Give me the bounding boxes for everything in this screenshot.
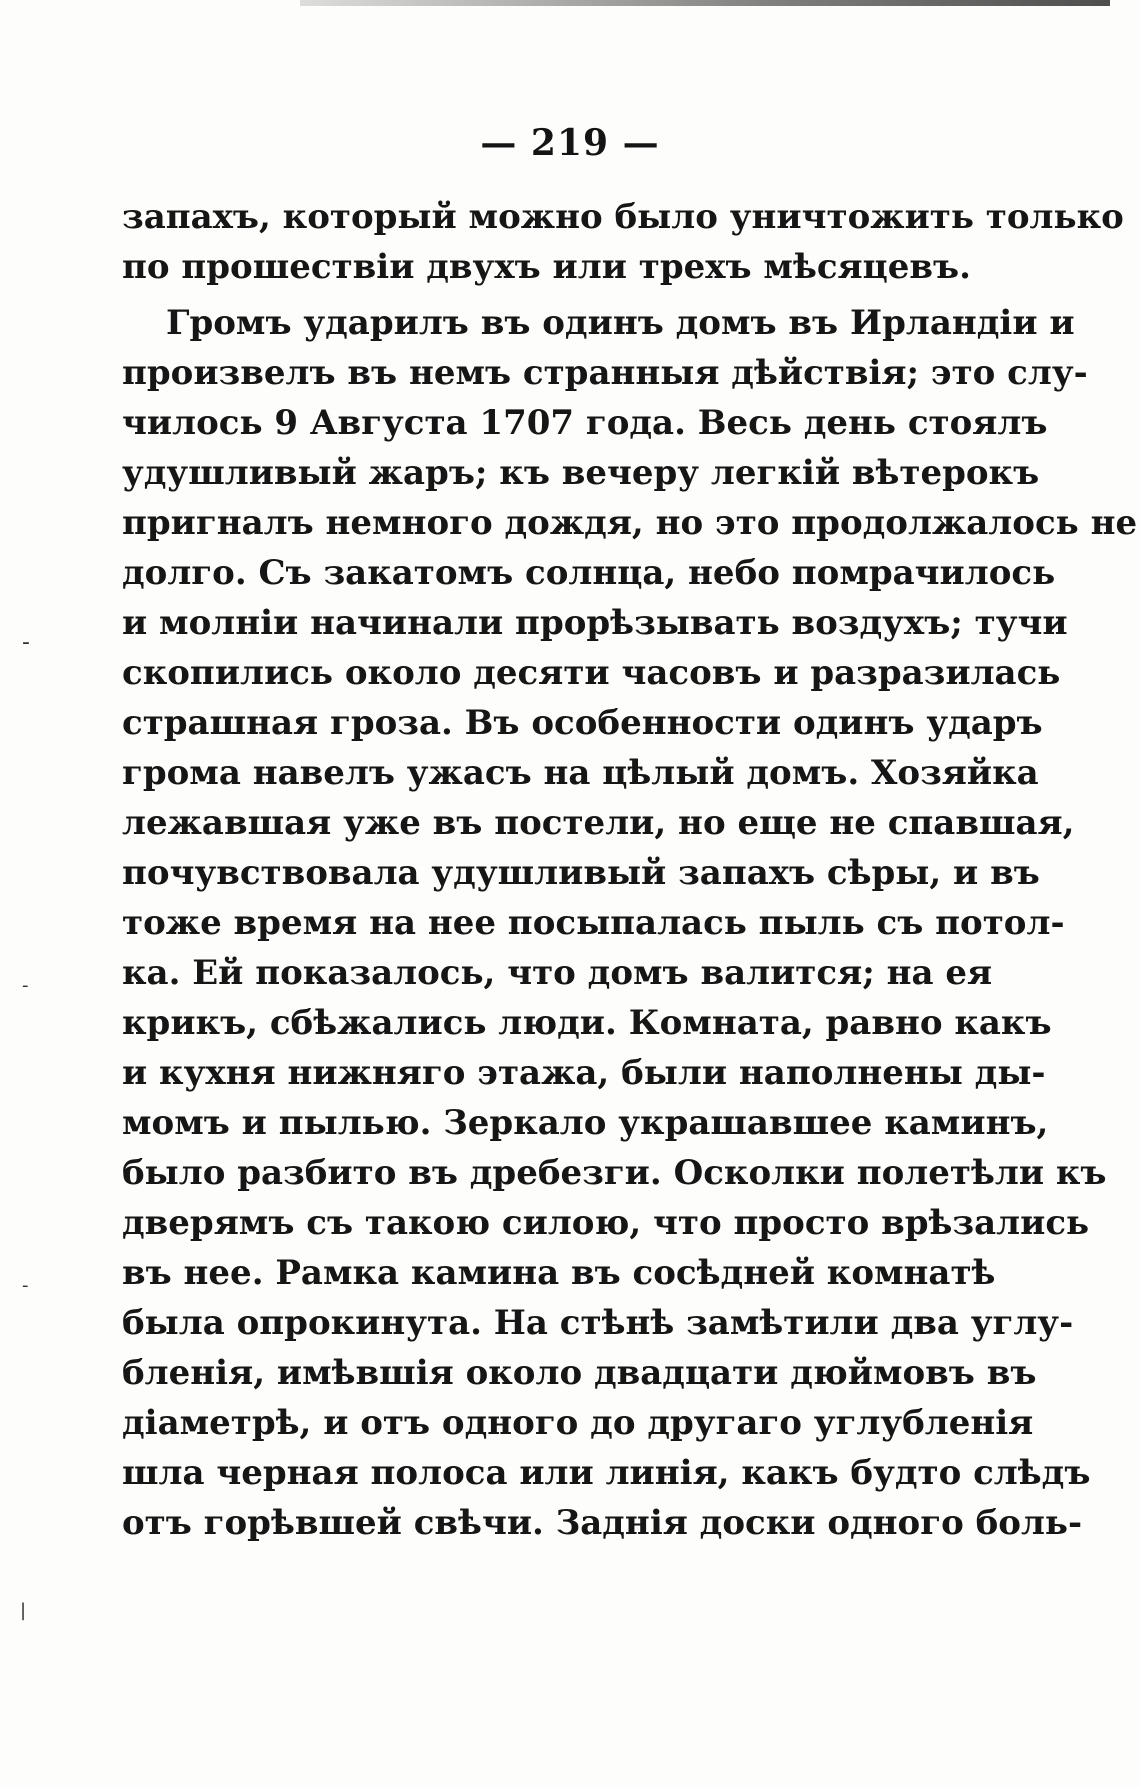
text-line: была опрокинута. На стѣнѣ замѣтили два углу- (122, 1303, 1074, 1343)
text-line: запахъ, который можно было уничтожить только (122, 197, 1124, 237)
text-line: тоже время на нее посыпалась пыль съ потол- (122, 903, 1065, 943)
text-line: ка. Ей показалось, что домъ валится; на ея (122, 953, 993, 993)
page-number: — 219 — (480, 122, 660, 164)
top-edge-rule (300, 0, 1110, 6)
text-line: произвелъ въ немъ странныя дѣйствія; это слу- (122, 353, 1088, 393)
margin-speck: | (20, 1600, 27, 1621)
body-text (122, 192, 1138, 1548)
text-line: почувствовала удушливый запахъ сѣры, и въ (122, 853, 1040, 893)
text-line: и молніи начинали прорѣзывать воздухъ; тучи (122, 603, 1068, 643)
text-line: чилось 9 Августа 1707 года. Весь день стоялъ (122, 403, 1048, 443)
margin-speck: - (22, 975, 29, 996)
text-line: было разбито въ дребезги. Осколки полетѣли къ (122, 1153, 1107, 1193)
text-line: бленія, имѣвшія около двадцати дюймовъ въ (122, 1353, 1037, 1393)
margin-speck: - (22, 630, 30, 655)
text-line: отъ горѣвшей свѣчи. Заднія доски одного боль- (122, 1503, 1083, 1543)
text-line: удушливый жаръ; къ вечеру легкій вѣтерокъ (122, 453, 1040, 493)
text-line: и кухня нижняго этажа, были наполнены ды- (122, 1053, 1046, 1093)
text-line: грома навелъ ужасъ на цѣлый домъ. Хозяйка (122, 753, 1039, 793)
text-line: въ нее. Рамка камина въ сосѣдней комнатѣ (122, 1253, 996, 1293)
text-line: момъ и пылью. Зеркало украшавшее каминъ, (122, 1103, 1049, 1143)
text-line: лежавшая уже въ постели, но еще не спавшая, (122, 803, 1075, 843)
text-line: по прошествіи двухъ или трехъ мѣсяцевъ. (122, 247, 971, 287)
text-line: долго. Съ закатомъ солнца, небо помрачилось (122, 553, 1056, 593)
text-line: дверямъ съ такою силою, что просто врѣзались (122, 1203, 1090, 1243)
margin-speck: - (22, 1275, 29, 1296)
text-line: страшная гроза. Въ особенности одинъ ударъ (122, 703, 1043, 743)
text-line: скопились около десяти часовъ и разразилась (122, 653, 1061, 693)
text-line: діаметрѣ, и отъ одного до другаго углубленія (122, 1403, 1034, 1443)
text-line: крикъ, сбѣжались люди. Комната, равно какъ (122, 1003, 1052, 1043)
text-line: пригналъ немного дождя, но это продолжалось не (122, 503, 1138, 543)
text-line: шла черная полоса или линія, какъ будто слѣдъ (122, 1453, 1091, 1493)
text-line: Громъ ударилъ въ одинъ домъ въ Ирландіи и (166, 303, 1075, 343)
